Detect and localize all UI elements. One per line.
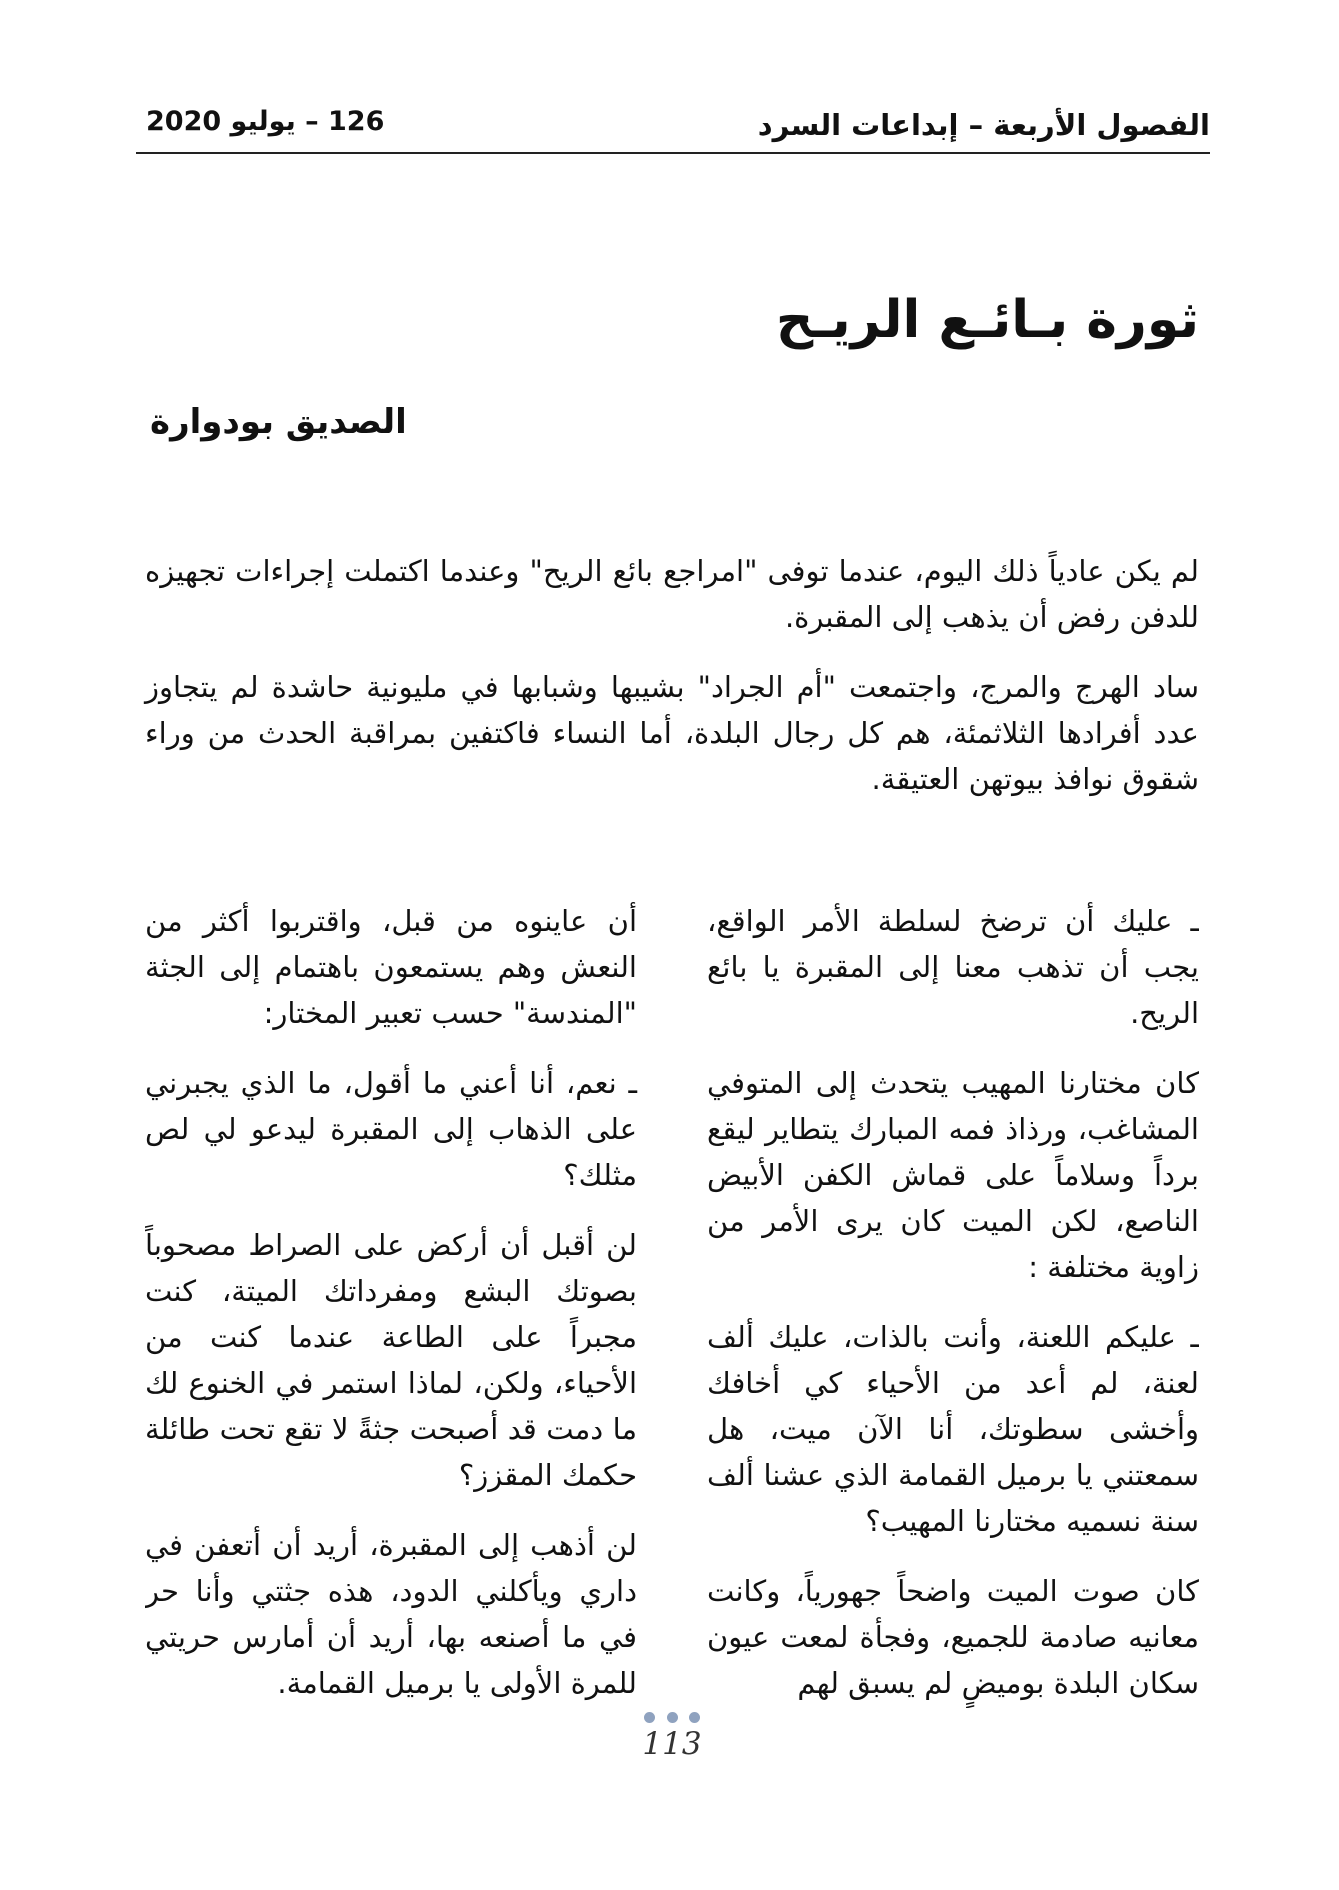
journal-section-title: الفصول الأربعة – إبداعات السرد — [757, 108, 1210, 142]
left-column — [145, 898, 637, 1708]
body-paragraph: ـ نعم، أنا أعني ما أقول، ما الذي يجبرني على الذهاب إلى المقبرة ليدعو لي لص مثلك؟ — [145, 1066, 637, 1192]
intro-paragraph: لم يكن عادياً ذلك اليوم، عندما توفى "امراجع بائع الريح" وعندما اكتملت إجراءات تجهيزه للدفن رفض أن يذهب إلى المقبرة. — [145, 554, 1199, 634]
body-paragraph: ـ عليكم اللعنة، وأنت بالذات، عليك ألف لعنة، لم أعد من الأحياء كي أخافك وأخشى سطوتك، أنا الآن ميت، هل سمعتني يا برميل القمامة الذي عشنا ألف سنة نسميه مختارنا المهيب؟ — [707, 1320, 1199, 1538]
intro-paragraph: ساد الهرج والمرج، واجتمعت "أم الجراد" بشيبها وشبابها في مليونية حاشدة لم يتجاوز عدد أفرادها الثلاثمئة، هم كل رجال البلدة، أما النساء فاكتفين بمراقبة الحدث من وراء شقوق نوافذ بيوتهن العتيقة. — [145, 670, 1199, 796]
page-number: 113 — [642, 1726, 702, 1762]
intro-section — [145, 548, 1199, 826]
issue-info: 126 – يوليو 2020 — [146, 106, 385, 137]
ornament-dot — [644, 1712, 655, 1723]
ornament-dot — [689, 1712, 700, 1723]
body-paragraph: أن عاينوه من قبل، واقتربوا أكثر من النعش وهم يستمعون باهتمام إلى الجثة "المندسة" حسب تعبير المختار: — [145, 904, 637, 1030]
ornament-dot — [667, 1712, 678, 1723]
body-paragraph: لن أقبل أن أركض على الصراط مصحوباً بصوتك البشع ومفرداتك الميتة، كنت مجبراً على الطاعة عندما كنت من الأحياء، ولكن، لماذا استمر في الخنوع لك ما دمت قد أصبحت جثةً لا تقع تحت طائلة حكمك المقزز؟ — [145, 1228, 637, 1492]
body-paragraph: لن أذهب إلى المقبرة، أريد أن أتعفن في داري ويأكلني الدود، هذه جثتي وأنا حر في ما أصنعه بها، أريد أن أمارس حريتي للمرة الأولى يا برميل القمامة. — [145, 1528, 637, 1700]
body-paragraph: ـ عليك أن ترضخ لسلطة الأمر الواقع، يجب أن تذهب معنا إلى المقبرة يا بائع الريح. — [707, 904, 1199, 1030]
article-title: ثورة بـائـع الريـح — [775, 290, 1199, 350]
article-author: الصديق بودوارة — [150, 402, 407, 442]
body-paragraph: كان صوت الميت واضحاً جهورياً، وكانت معانيه صادمة للجميع، وفجأة لمعت عيون سكان البلدة بوميضٍ لم يسبق لهم — [707, 1574, 1199, 1700]
two-column-body — [145, 898, 1199, 1708]
page-ornament-dots — [644, 1712, 700, 1724]
right-column — [707, 898, 1199, 1708]
running-header — [136, 102, 1210, 154]
body-paragraph: كان مختارنا المهيب يتحدث إلى المتوفي المشاغب، ورذاذ فمه المبارك يتطاير ليقع برداً وسلاماً على قماش الكفن الأبيض الناصع، لكن الميت كان يرى الأمر من زاوية مختلفة : — [707, 1066, 1199, 1284]
